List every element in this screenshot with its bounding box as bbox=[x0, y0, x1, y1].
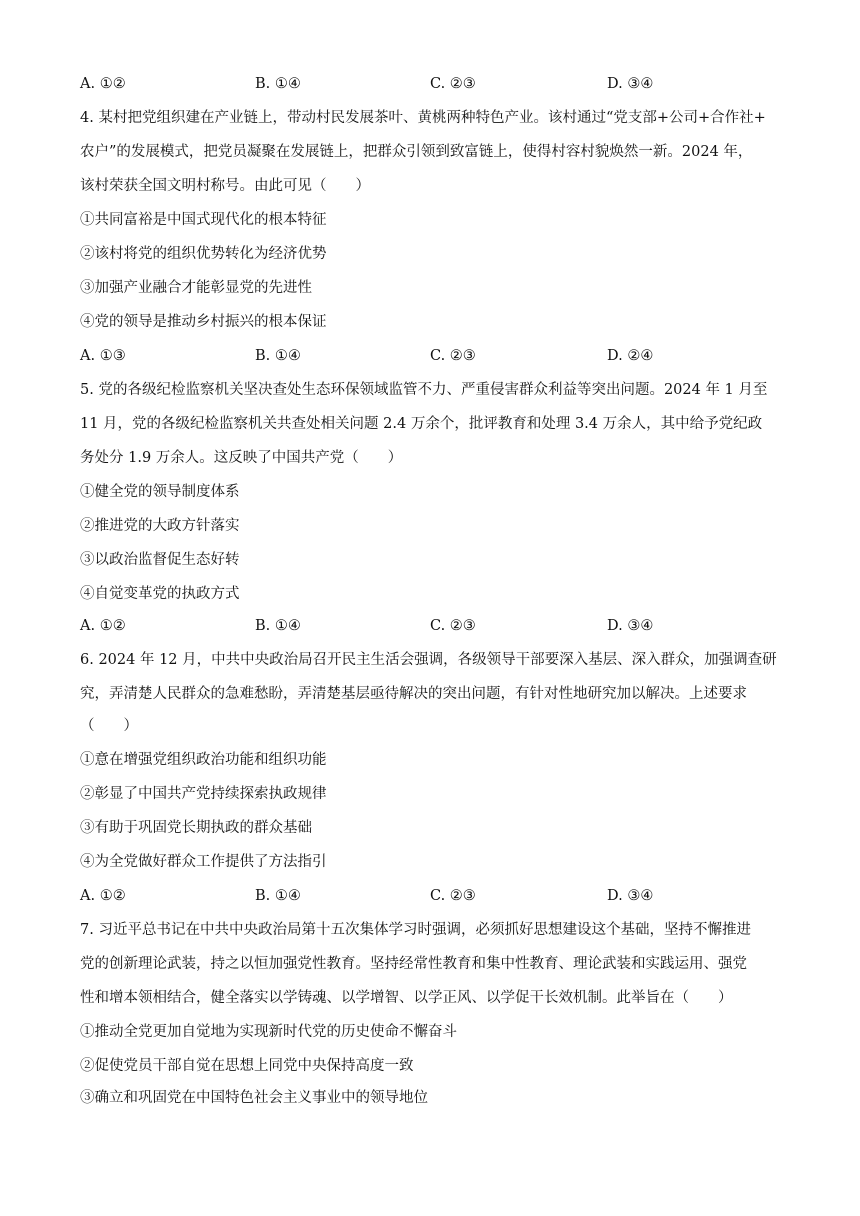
q6-stem-line-2: 究，弄清楚人民群众的急难愁盼，弄清楚基层亟待解决的突出问题，有针对性地研究加以解决。上述要求 bbox=[80, 686, 747, 702]
q4-options bbox=[80, 346, 780, 366]
q3-option-b[interactable]: B. ①④ bbox=[255, 76, 301, 92]
q4-stem-line-1: 4. 某村把党组织建在产业链上，带动村民发展茶叶、黄桃两种特色产业。该村通过“党支部+公司+合作社+ bbox=[80, 110, 766, 126]
q5-statement-1: ①健全党的领导制度体系 bbox=[80, 484, 240, 500]
q6-statement-3: ③有助于巩固党长期执政的群众基础 bbox=[80, 820, 312, 836]
q4-statement-4: ④党的领导是推动乡村振兴的根本保证 bbox=[80, 314, 327, 330]
q7-statement-2: ②促使党员干部自觉在思想上同党中央保持高度一致 bbox=[80, 1058, 414, 1074]
q4-option-d[interactable]: D. ②④ bbox=[607, 348, 654, 364]
q6-option-d[interactable]: D. ③④ bbox=[607, 888, 654, 904]
q5-stem-line-1: 5. 党的各级纪检监察机关坚决查处生态环保领域监管不力、严重侵害群众利益等突出问题。2024 年 1 月至 bbox=[80, 382, 768, 398]
q5-option-c[interactable]: C. ②③ bbox=[430, 618, 476, 634]
q4-option-c[interactable]: C. ②③ bbox=[430, 348, 476, 364]
q5-stem-line-2: 11 月，党的各级纪检监察机关共查处相关问题 2.4 万余个，批评教育和处理 3.4 万余人，其中给予党纪政 bbox=[80, 416, 763, 432]
q6-option-c[interactable]: C. ②③ bbox=[430, 888, 476, 904]
q7-statement-3: ③确立和巩固党在中国特色社会主义事业中的领导地位 bbox=[80, 1090, 428, 1106]
q5-options bbox=[80, 616, 780, 636]
q4-stem-line-3: 该村荣获全国文明村称号。由此可见（ ） bbox=[80, 178, 370, 194]
q6-option-a[interactable]: A. ①② bbox=[80, 888, 126, 904]
q4-statement-2: ②该村将党的组织优势转化为经济优势 bbox=[80, 246, 327, 262]
q6-option-b[interactable]: B. ①④ bbox=[255, 888, 301, 904]
q7-stem-line-2: 党的创新理论武装，持之以恒加强党性教育。坚持经常性教育和集中性教育、理论武装和实践运用、强党 bbox=[80, 956, 747, 972]
q5-option-b[interactable]: B. ①④ bbox=[255, 618, 301, 634]
q4-option-a[interactable]: A. ①③ bbox=[80, 348, 126, 364]
q7-stem-line-1: 7. 习近平总书记在中共中央政治局第十五次集体学习时强调，必须抓好思想建设这个基础，坚持不懈推进 bbox=[80, 922, 751, 938]
q3-option-d[interactable]: D. ③④ bbox=[607, 76, 654, 92]
q4-statement-1: ①共同富裕是中国式现代化的根本特征 bbox=[80, 212, 327, 228]
q3-option-a[interactable]: A. ①② bbox=[80, 76, 126, 92]
q7-stem-line-3: 性和增本领相结合，健全落实以学铸魂、以学增智、以学正风、以学促干长效机制。此举旨在（ ） bbox=[80, 990, 733, 1006]
q6-stem-line-1: 6. 2024 年 12 月，中共中央政治局召开民主生活会强调，各级领导干部要深入基层、深入群众，加强调查研 bbox=[80, 652, 777, 668]
q6-stem-line-3: （ ） bbox=[80, 718, 138, 734]
q4-statement-3: ③加强产业融合才能彰显党的先进性 bbox=[80, 280, 312, 296]
q6-statement-4: ④为全党做好群众工作提供了方法指引 bbox=[80, 854, 327, 870]
q5-statement-3: ③以政治监督促生态好转 bbox=[80, 552, 240, 568]
q3-options bbox=[80, 74, 780, 94]
q7-statement-1: ①推动全党更加自觉地为实现新时代党的历史使命不懈奋斗 bbox=[80, 1024, 457, 1040]
q5-statement-2: ②推进党的大政方针落实 bbox=[80, 518, 240, 534]
q5-statement-4: ④自觉变革党的执政方式 bbox=[80, 586, 240, 602]
q4-option-b[interactable]: B. ①④ bbox=[255, 348, 301, 364]
q5-option-d[interactable]: D. ③④ bbox=[607, 618, 654, 634]
q6-options bbox=[80, 886, 780, 906]
q6-statement-1: ①意在增强党组织政治功能和组织功能 bbox=[80, 752, 327, 768]
q4-stem-line-2: 农户”的发展模式，把党员凝聚在发展链上，把群众引领到致富链上，使得村容村貌焕然一新。2024 年， bbox=[80, 144, 753, 160]
q5-stem-line-3: 务处分 1.9 万余人。这反映了中国共产党（ ） bbox=[80, 450, 403, 466]
q6-statement-2: ②彰显了中国共产党持续探索执政规律 bbox=[80, 786, 327, 802]
q3-option-c[interactable]: C. ②③ bbox=[430, 76, 476, 92]
q5-option-a[interactable]: A. ①② bbox=[80, 618, 126, 634]
